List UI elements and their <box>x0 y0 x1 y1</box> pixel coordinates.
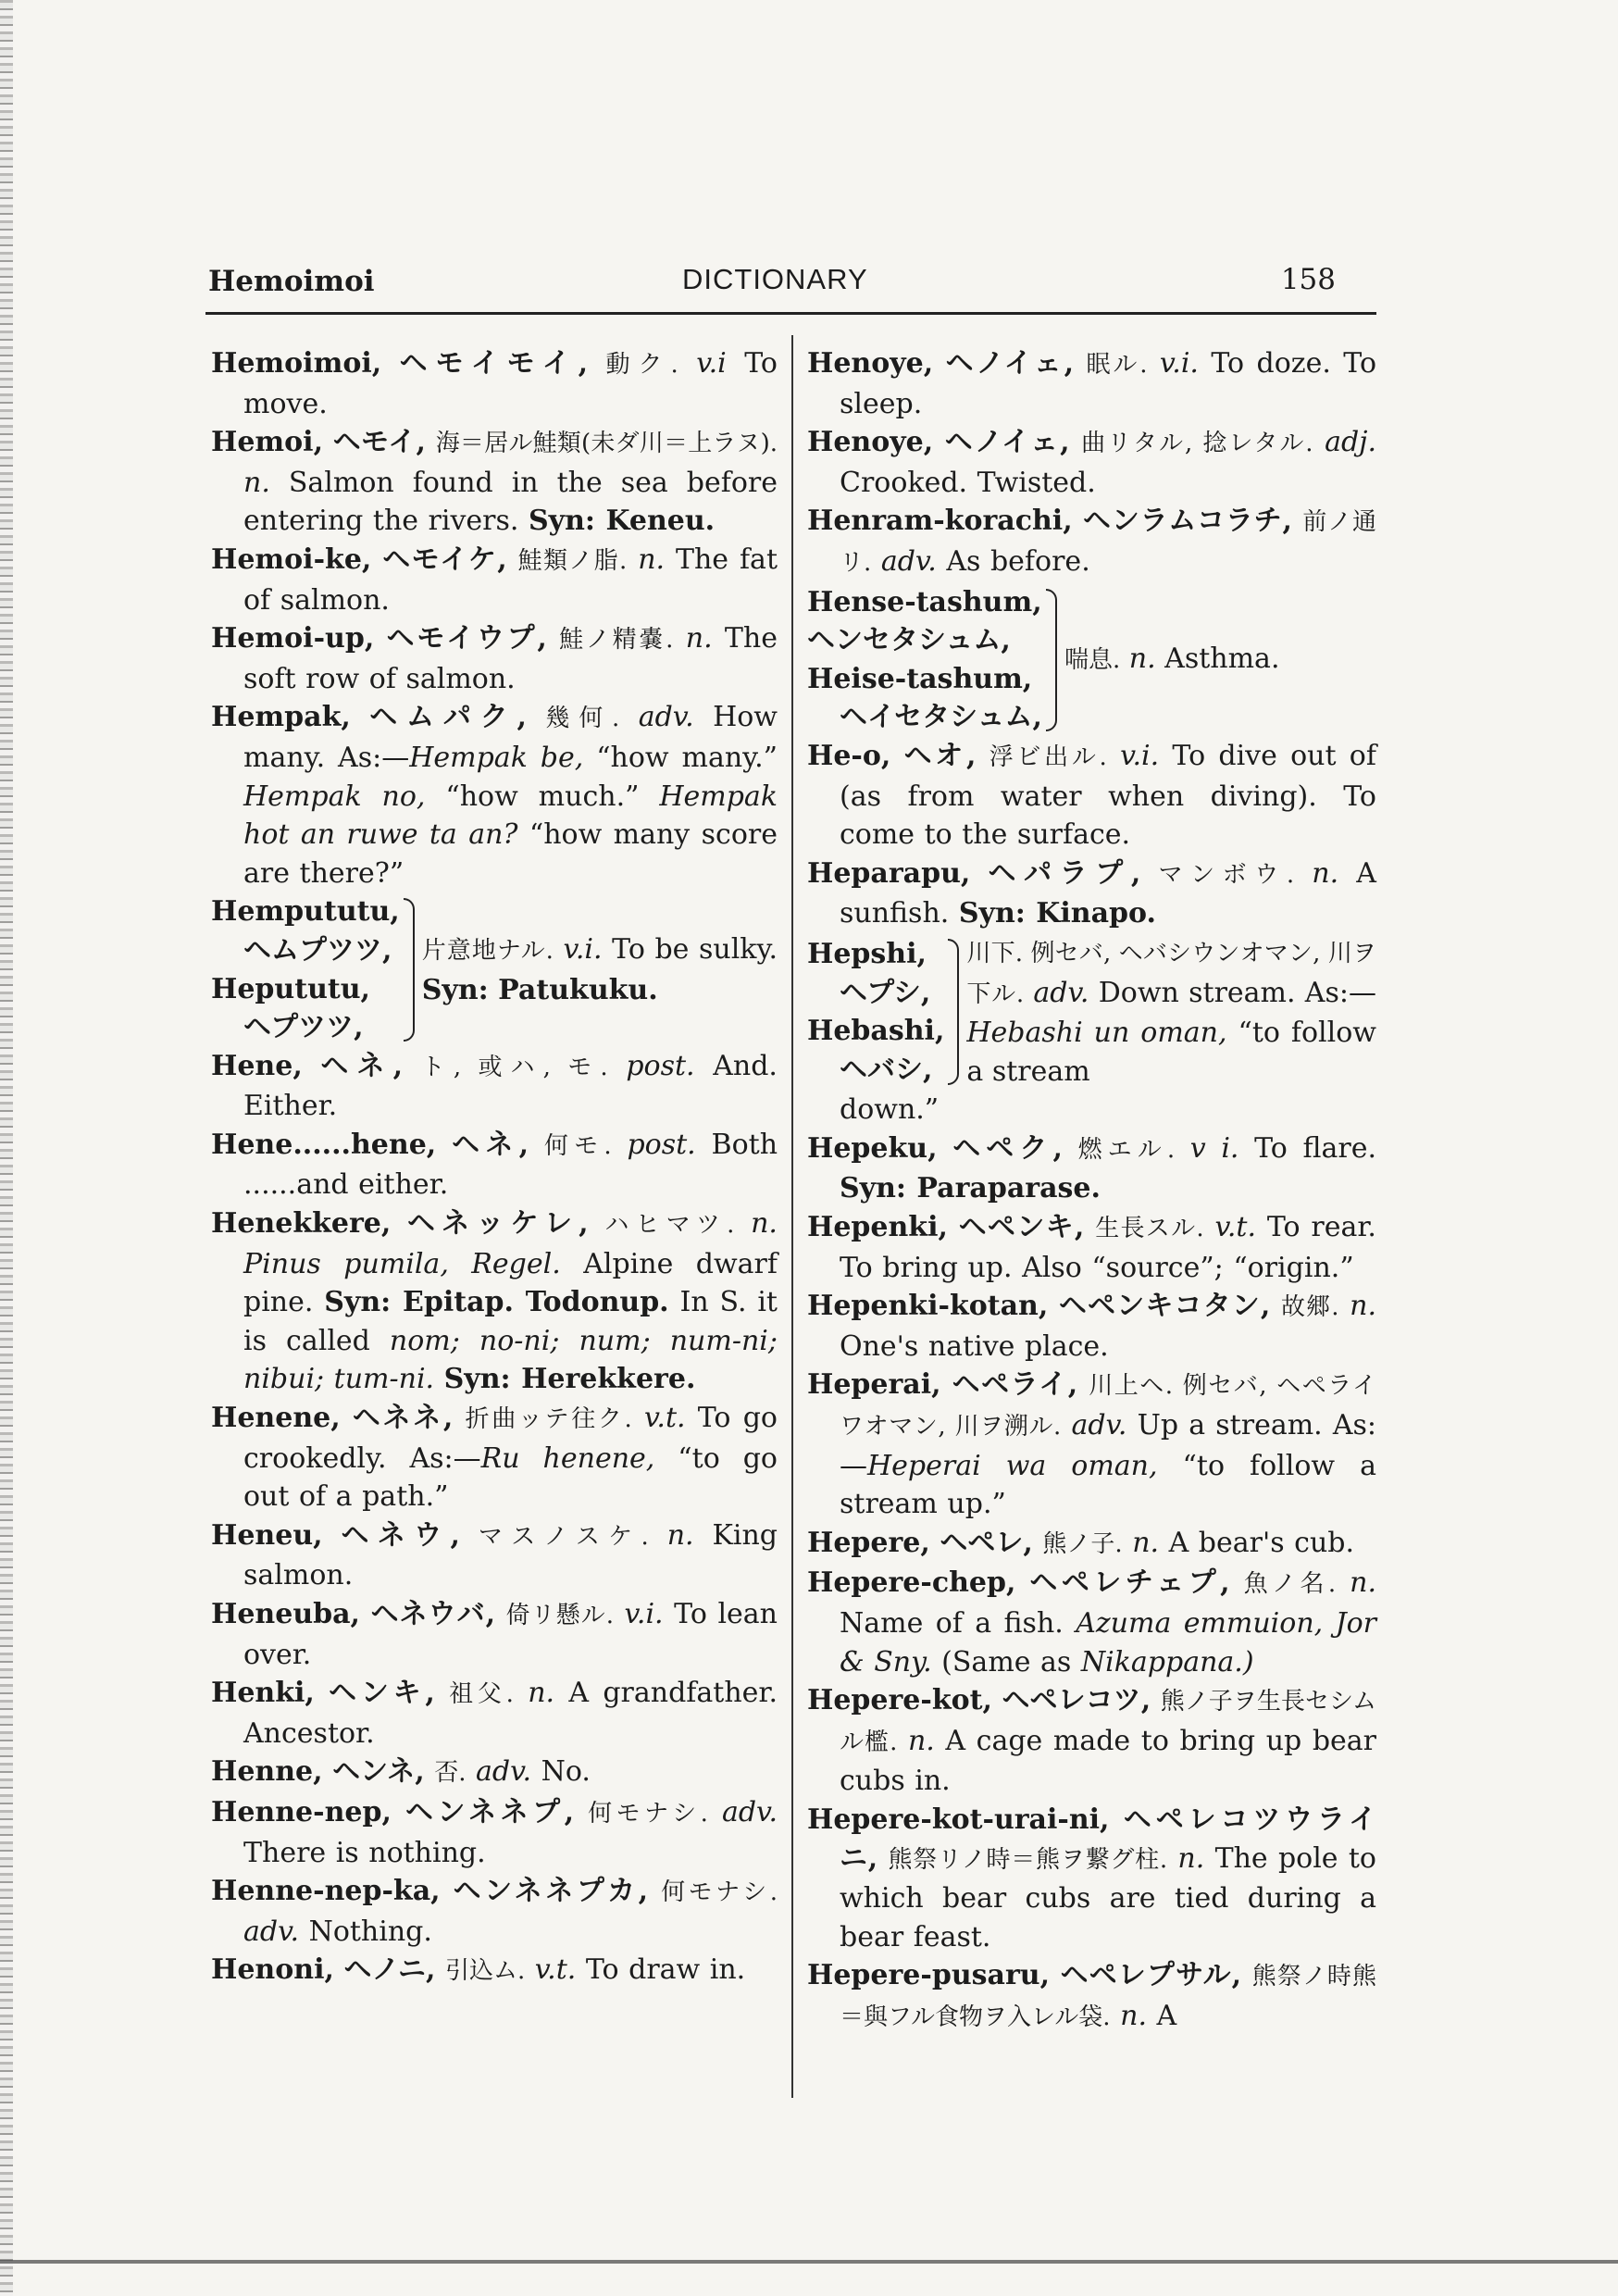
running-head-center: DICTIONARY <box>682 263 868 295</box>
entry: Hemoi-ke, ヘモイケ, 鮭類ノ脂. n. The fat of salmon. <box>211 543 778 617</box>
entry: Hepeku, ヘペク, 燃エル. v i. To flare. Syn: Paraparase. <box>807 1131 1377 1205</box>
entry: Hepere, ヘペレ, 熊ノ子. n. A bear's cub. <box>807 1526 1355 1559</box>
entry-group: Hempututu, ヘムプツツ, Hepututu, ヘプツツ, 片意地ナル. v.i. To be sulky. Syn: Patukuku. <box>211 895 778 1044</box>
entry: Hepere-pusaru, ヘペレプサル, 熊祭ノ時熊＝與フル食物ヲ入レル袋. n. A <box>807 1959 1376 2032</box>
entry: Hepere-chep, ヘペレチェプ, 魚ノ名. n. Name of a fish. Azuma emmuion, Jor & Sny. (Same as Nikappana.) <box>807 1566 1377 1678</box>
entry-group: Hepshi, ヘプシ, Hebashi, ヘバシ, 川下. 例セバ, ヘバシウンオマン, 川ヲ下ル. adv. Down stream. As:—Hebashi un oman, “to follow a stream <box>807 937 1376 1088</box>
brace <box>404 898 415 1041</box>
entry: Henne-nep-ka, ヘンネネプカ, 何モナシ. adv. Nothing. <box>211 1875 778 1948</box>
entry: Henoye, ヘノイェ, 眠ル. v.i. To doze. To sleep. <box>807 347 1377 420</box>
entry: Hepere-kot, ヘペレコツ, 熊ノ子ヲ生長セシムル檻. n. A cage made to bring up bear cubs in. <box>807 1684 1376 1798</box>
running-head-left: Hemoimoi <box>208 265 375 298</box>
entry: Henene, ヘネネ, 折曲ッテ往ク. v.t. To go crookedly. As:—Ru henene, “to go out of a path.” <box>211 1402 778 1514</box>
entry: Henne, ヘンネ, 否. adv. No. <box>211 1755 591 1789</box>
page-header <box>208 261 1375 306</box>
entry: Hepere-kot-urai-ni, ヘペレコツウライニ, 熊祭リノ時＝熊ヲ繋グ柱. n. The pole to which bear cubs are tied during a bear feast. <box>807 1803 1376 1953</box>
left-column <box>211 344 778 1991</box>
brace <box>1046 589 1057 731</box>
entry: Hepenki, ヘペンキ, 生長スル. v.t. To rear. To bring up. Also “source”; “origin.” <box>807 1211 1376 1284</box>
entry: Hene, ヘネ, ト, 或ハ, モ. post. And. Either. <box>211 1049 778 1123</box>
entry: Henne-nep, ヘンネネプ, 何モナシ. adv. There is nothing. <box>211 1795 778 1869</box>
entry: Henki, ヘンキ, 祖父. n. A grandfather. Ancestor. <box>211 1677 778 1750</box>
entry: Henoni, ヘノニ, 引込ム. v.t. To draw in. <box>211 1953 746 1987</box>
entry: Henekkere, ヘネッケレ, ハヒマツ. n. Pinus pumila, Regel. Alpine dwarf pine. Syn: Epitap. Todonup. In S. it is called nom; no-ni; num; num-ni; nibui; tum-ni. Syn: Herekkere. <box>211 1207 778 1396</box>
entry: Hempak, ヘムパク, 幾何. adv. How many. As:—Hempak be, “how many.” Hempak no, “how much.” Hempak hot an ruwe ta an? “how many score are there?” <box>211 701 778 890</box>
entry: Henram-korachi, ヘンラムコラチ, 前ノ通リ. adv. As before. <box>807 505 1376 578</box>
entry: He-o, ヘオ, 浮ビ出ル. v.i. To dive out of (as from water when diving). To come to the surface. <box>807 739 1376 852</box>
entry: Heparapu, ヘパラプ, マンボウ. n. A sunfish. Syn: Kinapo. <box>807 856 1376 930</box>
column-divider <box>791 335 793 2098</box>
page-number: 158 <box>1280 263 1336 296</box>
entry: Heperai, ヘペライ, 川上ヘ. 例セバ, ヘペライワオマン, 川ヲ溯ル. adv. Up a stream. As:—Heperai wa oman, “to follow a stream up.” <box>807 1368 1377 1521</box>
entry-group: Hense-tashum, ヘンセタシュム, Heise-tashum, ヘイセタシュム, 喘息. n. Asthma. <box>807 585 1280 734</box>
entry: Heneuba, ヘネウバ, 倚リ懸ル. v.i. To lean over. <box>211 1598 778 1671</box>
entry: Hemoimoi, ヘモイモイ, 動ク. v.i To move. <box>211 347 778 420</box>
entry: Henoye, ヘノイェ, 曲リタル, 捻レタル. adj. Crooked. Twisted. <box>807 426 1377 499</box>
entry: Hemoi, ヘモイ, 海＝居ル鮭類(未ダ川＝上ラヌ). n. Salmon found in the sea before entering the rivers. Syn: Keneu. <box>211 426 778 538</box>
entry: Hemoi-up, ヘモイウプ, 鮭ノ精嚢. n. The soft row of salmon. <box>211 622 778 695</box>
entry: Heneu, ヘネウ, マスノスケ. n. King salmon. <box>211 1518 778 1592</box>
entry: Hepenki-kotan, ヘペンキコタン, 故郷. n. One's native place. <box>807 1290 1376 1363</box>
entry: Hene......hene, ヘネ, 何モ. post. Both ......and either. <box>211 1128 778 1202</box>
brace <box>948 939 959 1085</box>
header-rule <box>205 312 1376 315</box>
right-column <box>807 344 1376 2038</box>
scan-edge-bottom <box>0 2255 1618 2270</box>
scan-edge-left <box>0 0 13 2296</box>
entry-continuation: down.” <box>840 1093 940 1127</box>
